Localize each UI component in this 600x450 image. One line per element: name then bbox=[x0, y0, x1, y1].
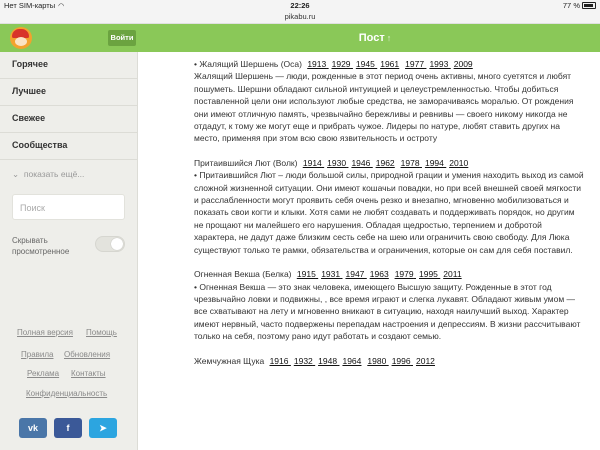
years-group-b: 1979 1995 2011 bbox=[394, 269, 462, 280]
years-group-a: 1916 1932 1948 1964 bbox=[269, 355, 362, 366]
sidebar-item-hot[interactable]: Горячее bbox=[12, 59, 49, 69]
help-link[interactable]: Помощь bbox=[86, 328, 117, 337]
ads-link[interactable]: Реклама bbox=[27, 369, 60, 378]
sidebar-item-communities[interactable]: Сообщества bbox=[12, 140, 68, 150]
years-group-b: 1978 1994 2010 bbox=[400, 157, 469, 168]
facebook-icon[interactable]: f bbox=[54, 418, 82, 438]
clock: 22:26 bbox=[290, 1, 310, 10]
site-header bbox=[0, 24, 600, 52]
hide-viewed-toggle[interactable] bbox=[95, 236, 125, 252]
login-button[interactable]: Войти bbox=[108, 30, 136, 46]
privacy-link[interactable]: Конфиденциальность bbox=[26, 389, 108, 398]
rules-link[interactable]: Правила bbox=[21, 350, 54, 359]
sidebar-item-fresh[interactable]: Свежее bbox=[12, 113, 46, 123]
pikabu-logo-icon[interactable] bbox=[10, 27, 32, 49]
contacts-link[interactable]: Контакты bbox=[71, 369, 106, 378]
years-group-b: 1980 1996 2012 bbox=[367, 355, 435, 366]
years-group-b: 1977 1993 2009 bbox=[405, 59, 473, 69]
years-group-a: 1913 1929 1945 1961 bbox=[307, 59, 400, 69]
full-version-link[interactable]: Полная версия bbox=[17, 328, 73, 337]
years-group-a: 1914 1930 1946 1962 bbox=[302, 157, 395, 168]
battery-indicator: 77 % bbox=[563, 1, 596, 10]
page-title: Пост ↑ bbox=[358, 32, 392, 44]
post-content bbox=[194, 58, 584, 367]
section-heading: • Жалящий Шершень (Оса) 1913 1929 1945 1961 1977 1993 2009 bbox=[194, 59, 473, 69]
section-text: • Огненная Векша — это знак человека, имеющего Высшую защиту. Рожденные в этот год чрезвычайно ловки и подвижны, , все время играют и слегка лукавят. Обладают живым умом — все схватывают на лету и мгновенно вникают в ситуацию, находя наилучший выход. Характер имеют нервный, часто подвержены перепадам настроения и депрессиям. В жизни рассчитывают только на себя, поэтому рано идут работать и создают семью. bbox=[194, 281, 581, 342]
section-heading: Притаившийся Лют (Волк) 1914 1930 1946 1962 1978 1994 2010 bbox=[194, 157, 469, 168]
search-input[interactable]: Поиск bbox=[12, 194, 125, 220]
sidebar bbox=[0, 52, 138, 450]
wifi-icon: ◠ bbox=[58, 3, 65, 10]
scroll-up-arrow-icon[interactable]: ↑ bbox=[386, 33, 392, 43]
updates-link[interactable]: Обновления bbox=[64, 350, 111, 359]
carrier-label: Нет SIM-карты ◠ bbox=[4, 1, 65, 10]
hide-viewed-label: Скрывать просмотренное bbox=[12, 236, 70, 256]
section-heading: Жемчужная Щука 1916 1932 1948 1964 1980 1996 2012 bbox=[194, 355, 435, 366]
address-bar[interactable]: pikabu.ru bbox=[0, 12, 600, 24]
status-bar bbox=[0, 0, 600, 12]
show-more-link[interactable]: ⌄ показать ещё... bbox=[12, 169, 85, 179]
section-text: Жалящий Шершень — люди, рожденные в этот период очень активны, много суетятся и любят пошуметь. Шершни обладают сильной интуицией и целеустремленностью. Чтобы добиться поставленной цели они используют любые средства, не заморачиваясь моралью. От рождения они имеют отличную память, чрезвычайно бережливы и ревнивы — своего никому никогда не отдадут, к тому же могут еще и прибрать чужое. Лидеры по натуре, любят ставить других на место, применяя при этом всю свою язвительность и остроту bbox=[194, 71, 574, 144]
vk-icon[interactable]: vk bbox=[19, 418, 47, 438]
chevron-down-icon: ⌄ bbox=[12, 169, 20, 179]
battery-icon bbox=[582, 2, 596, 9]
telegram-icon[interactable]: ➤ bbox=[89, 418, 117, 438]
section-heading: Огненная Векша (Белка) 1915 1931 1947 1963 1979 1995 2011 bbox=[194, 269, 462, 280]
sidebar-item-best[interactable]: Лучшее bbox=[12, 86, 47, 96]
section-text: • Притаившийся Лют – люди большой силы, природной грации и умения находить выход из самой сложной жизненной ситуации. Они имеют кошачьи повадки, но при всей внешней своей мягкости и расслабленности могут проявить себя очень резко и внезапно, мгновенно мобилизоваться и показать свои когти и клыки. Хотя сами не любят создавать и поддерживать порядок, но другим не прощают ни малейшего его нарушения. Обладая щедростью, терпением и добротой характера, не дадут даже близким сесть себе на шею или ограничить свою свободу. Для Люка существуют только те рамки, обязательства и ограничения, которые он сам для себя поставил. bbox=[194, 170, 584, 255]
years-group-a: 1915 1931 1947 1963 bbox=[296, 269, 389, 280]
